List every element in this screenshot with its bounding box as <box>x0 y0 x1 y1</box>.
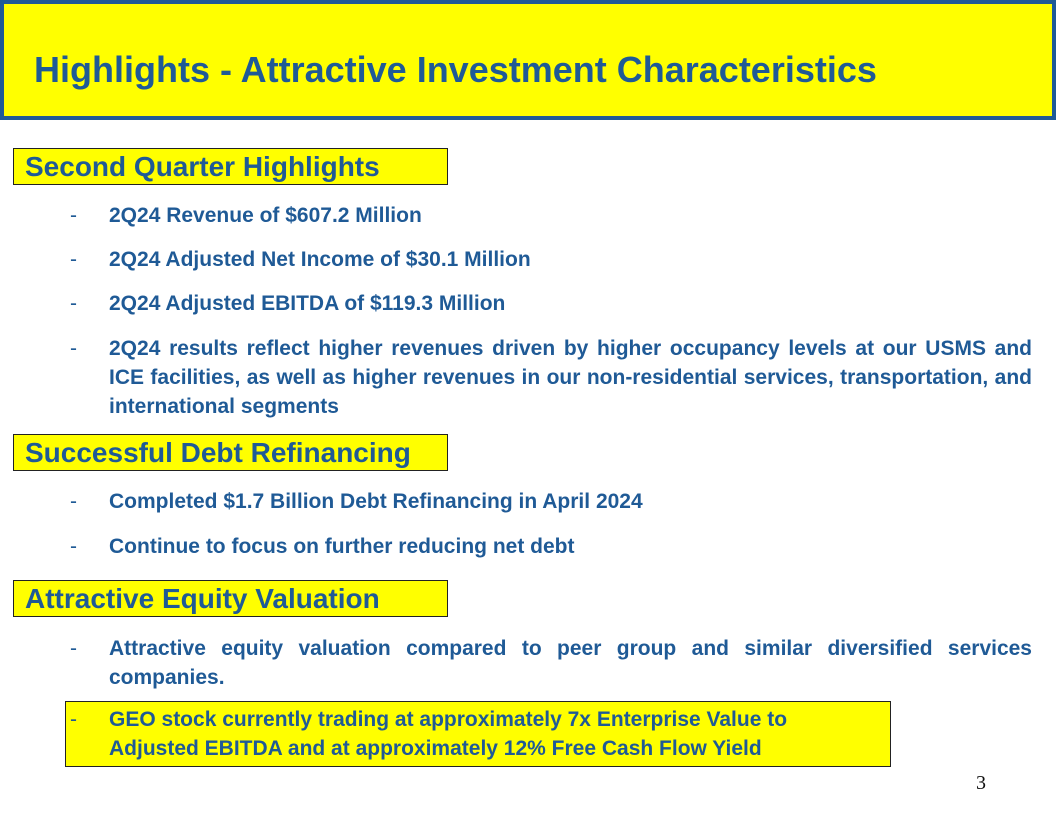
bullet-text: Attractive equity valuation compared to peer group and similar diversified services companies. <box>109 637 1032 689</box>
bullet-item <box>70 705 870 763</box>
bullet-text: 2Q24 results reflect higher revenues driven by higher occupancy levels at our USMS and ICE facilities, as well as higher revenues in our non-residential services, transportation, and international segments <box>109 337 1032 418</box>
highlight-callout <box>65 701 891 767</box>
bullet-item <box>70 634 1032 692</box>
bullet-marker: - <box>70 292 77 315</box>
bullet-marker: - <box>70 637 77 660</box>
bullet-item <box>70 245 1032 274</box>
bullet-text: Continue to focus on further reducing net debt <box>109 535 575 558</box>
bullet-marker: - <box>70 204 77 227</box>
bullet-text: 2Q24 Adjusted EBITDA of $119.3 Million <box>109 292 506 315</box>
bullet-marker: - <box>70 248 77 271</box>
bullet-marker: - <box>70 535 77 558</box>
section-heading-equity-valuation: Attractive Equity Valuation <box>13 580 448 617</box>
section-heading-debt-refinancing: Successful Debt Refinancing <box>13 434 448 471</box>
bullet-marker: - <box>70 490 77 513</box>
bullet-item <box>70 334 1032 421</box>
bullet-item <box>70 532 1032 561</box>
bullet-text: 2Q24 Adjusted Net Income of $30.1 Million <box>109 248 531 271</box>
bullet-item <box>70 487 1032 516</box>
bullet-marker: - <box>70 708 77 731</box>
bullet-item <box>70 289 1032 318</box>
bullet-text: 2Q24 Revenue of $607.2 Million <box>109 204 422 227</box>
bullet-text: Completed $1.7 Billion Debt Refinancing in April 2024 <box>109 490 643 513</box>
slide-title: Highlights - Attractive Investment Characteristics <box>34 49 877 90</box>
page-number: 3 <box>976 772 986 794</box>
bullet-text: GEO stock currently trading at approximately 7x Enterprise Value to Adjusted EBITDA and at approximately 12% Free Cash Flow Yield <box>109 708 788 760</box>
section-heading-second-quarter: Second Quarter Highlights <box>13 148 448 185</box>
bullet-marker: - <box>70 337 77 360</box>
bullet-item <box>70 201 1032 230</box>
title-bar <box>0 0 1056 120</box>
